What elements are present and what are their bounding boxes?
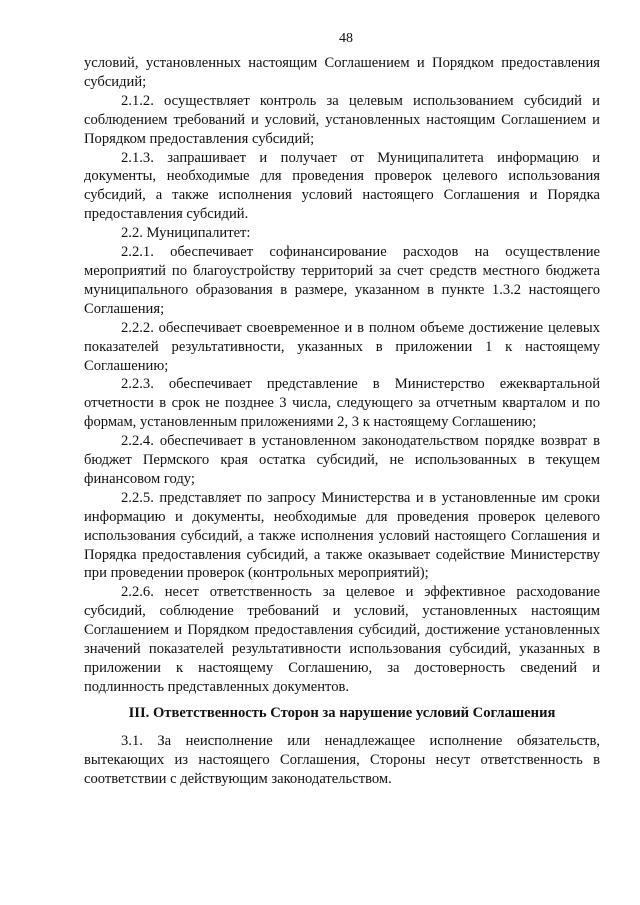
paragraph: 2.2.2. обеспечивает своевременное и в полном объеме достижение целевых показателей результативности, указанных в приложении 1 к настоящему Соглашению;	[84, 319, 600, 374]
paragraph: 2.2.6. несет ответственность за целевое и эффективное расходование субсидий, соблюдение требований и условий, установленных настоящим Соглашением и Порядком предоставления субсидий, достижение установленных значений показателей результативности использования субсидий, указанных в приложении к настоящему Соглашению, за достоверность сведений и подлинность представленных документов.	[84, 584, 600, 695]
paragraph: 2.2.4. обеспечивает в установленном законодательством порядке возврат в бюджет Пермского края остатка субсидий, не использованных в текущем финансовом году;	[84, 433, 600, 487]
paragraph: условий, установленных настоящим Соглашением и Порядком предоставления субсидий;	[84, 55, 600, 90]
section-3-body	[84, 732, 600, 789]
section-2-body	[84, 54, 600, 697]
paragraph: 2.1.2. осуществляет контроль за целевым использованием субсидий и соблюдением требований и условий, установленных настоящим Соглашением и Порядком предоставления субсидий;	[84, 92, 600, 147]
section-heading: III. Ответственность Сторон за нарушение условий Соглашения	[128, 704, 556, 721]
page-number: 48	[339, 31, 353, 46]
paragraph: 2.2.1. обеспечивает софинансирование расходов на осуществление мероприятий по благоустройству территорий за счет средств местного бюджета муниципального образования в размере, указанном в пункте 1.3.2 настоящего Соглашения;	[84, 244, 600, 317]
paragraph: 2.2. Муниципалитет:	[121, 225, 251, 242]
paragraph: 2.1.3. запрашивает и получает от Муниципалитета информацию и документы, необходимые для проведения проверок целевого использования субсидий, а также исполнения условий настоящего Соглашения и Порядка предоставления субсидий.	[84, 149, 600, 223]
paragraph: 2.2.5. представляет по запросу Министерства и в установленные им сроки информацию и документы, необходимые для проведения проверок целевого использования субсидий, а также исполнения условий настоящего Соглашения и Порядка предоставления субсидий, а также оказывает содействие Министерству при проведении проверок (контрольных мероприятий);	[84, 489, 600, 582]
paragraph: 2.2.3. обеспечивает представление в Министерство ежеквартальной отчетности в срок не позднее 3 числа, следующего за отчетным кварталом и по формам, установленным приложениями 2, 3 к настоящему Соглашению;	[84, 376, 600, 431]
paragraph: 3.1. За неисполнение или ненадлежащее исполнение обязательств, вытекающих из настоящего Соглашения, Стороны несут ответственность в соответствии с действующим законодательством.	[84, 732, 600, 787]
